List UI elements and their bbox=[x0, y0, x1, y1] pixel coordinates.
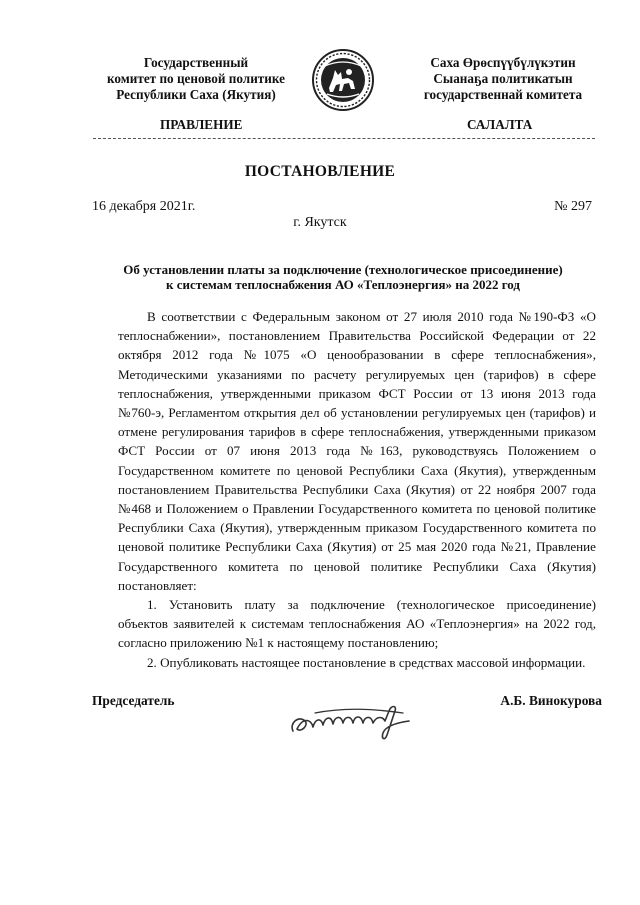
header-left-line: Государственный bbox=[143, 55, 249, 70]
resolution-item: 1. Установить плату за подключение (технологическое присоединение) объектов заявителей к системам теплоснабжения АО «Теплоэнергия» на 2022 год, согласно приложению №1 к настоящему постановлению; bbox=[118, 597, 596, 651]
header-right-line: Сыанаҕа политикатын bbox=[433, 71, 573, 86]
coat-of-arms-icon bbox=[311, 48, 375, 112]
header-divider bbox=[93, 138, 595, 139]
board-label-sah: САЛАЛТА bbox=[467, 117, 533, 132]
document-body bbox=[118, 307, 596, 672]
board-label-ru: ПРАВЛЕНИЕ bbox=[160, 117, 243, 132]
document-subject bbox=[90, 262, 596, 292]
header-right-line: государственнай комитета bbox=[423, 87, 583, 102]
signer-name: А.Б. Винокурова bbox=[500, 693, 602, 708]
document-title: ПОСТАНОВЛЕНИЕ bbox=[244, 163, 396, 180]
handwritten-signature-icon bbox=[285, 697, 420, 747]
header-left-org bbox=[88, 55, 304, 103]
resolution-item: 2. Опубликовать настоящее постановление в средствах массовой информации. bbox=[147, 654, 586, 670]
preamble-paragraph: В соответствии с Федеральным законом от 27 июля 2010 года №190-ФЗ «О теплоснабжении», постановлением Правительства Российской Федерации от 22 октября 2012 года №1075 «О ценообразовании в сфере теплоснабжения», Методическими указаниями по расчету регулируемых цен (тарифов) в сфере теплоснабжения, утвержденными приказом ФСТ России от 13 июня 2013 года №760-э, Регламентом открытия дел об установлении регулируемых цен (тарифов) и отмене регулирования тарифов в сфере теплоснабжения, утвержденными приказом ФСТ России от 07 июня 2013 года №163, руководствуясь Положением о Государственном комитете по ценовой Республики Саха (Якутия), утвержденным постановлением Правительства Республики Саха (Якутия) от 22 ноября 2007 года №468 и Положением о Правлении Государственного комитета по ценовой политике Республики Саха (Якутия), утвержденным приказом Государственного комитета по ценовой политике Республики Саха (Якутия) от 25 мая 2020 года №21, Правление Государственного комитета по ценовой политике Республики Саха (Якутия) постановляет: bbox=[118, 309, 596, 593]
document-number: № 297 bbox=[554, 199, 592, 214]
header-left-line: комитет по ценовой политике bbox=[107, 71, 285, 86]
signer-position: Председатель bbox=[92, 693, 175, 708]
header-right-line: Саха Өрөспүүбүлүкэтин bbox=[430, 55, 576, 70]
document-date: 16 декабря 2021г. bbox=[92, 199, 196, 214]
document-city: г. Якутск bbox=[293, 215, 347, 230]
subject-line: к системам теплоснабжения АО «Теплоэнергия» на 2022 год bbox=[165, 277, 520, 292]
subject-line: Об установлении платы за подключение (технологическое присоединение) bbox=[123, 262, 563, 277]
header-left-line: Республики Саха (Якутия) bbox=[116, 87, 276, 102]
header-right-org bbox=[392, 55, 614, 103]
